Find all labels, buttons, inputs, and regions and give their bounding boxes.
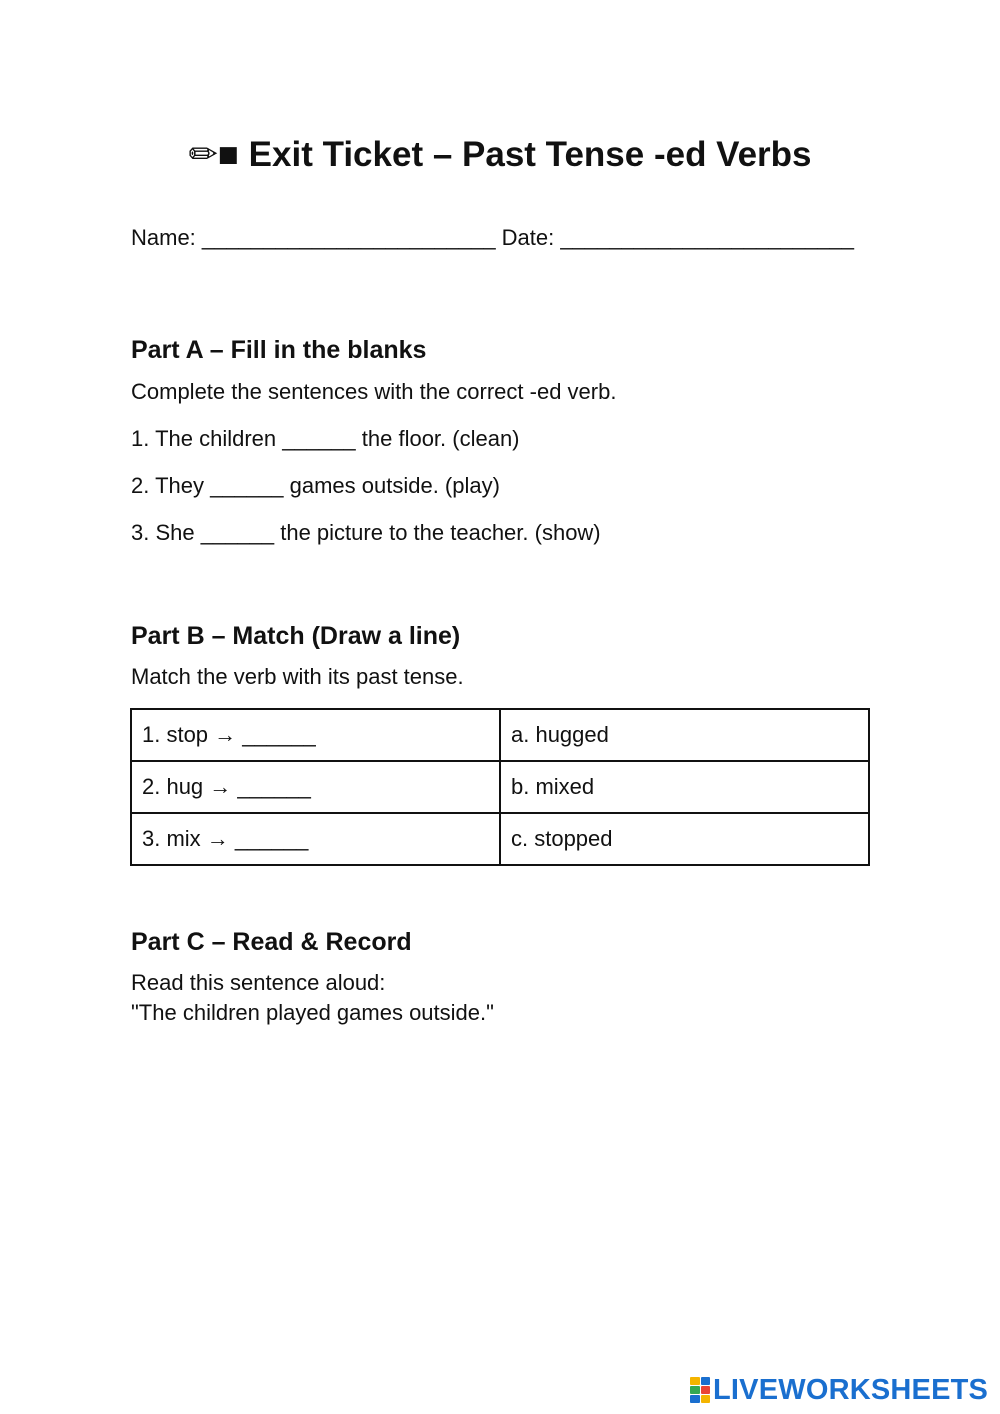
part-c-instruction: Read this sentence aloud: xyxy=(131,970,386,995)
logo-icon-block xyxy=(701,1386,711,1394)
logo-icon-block xyxy=(701,1395,711,1403)
liveworksheets-logo-text: LIVEWORKSHEETS xyxy=(713,1374,989,1406)
part-a-item-1: 1. The children ______ the floor. (clean) xyxy=(131,426,520,451)
table-row xyxy=(131,761,869,813)
logo-icon-block xyxy=(690,1395,700,1403)
page-title: ✏■ Exit Ticket – Past Tense -ed Verbs xyxy=(188,135,812,174)
logo-icon-block xyxy=(690,1377,700,1385)
part-a-instruction: Complete the sentences with the correct -ed verb. xyxy=(131,379,617,404)
table-row xyxy=(131,813,869,865)
table-row xyxy=(131,709,869,761)
logo-icon-block xyxy=(690,1386,700,1394)
part-c-sentence: "The children played games outside." xyxy=(131,1000,494,1025)
part-b-instruction: Match the verb with its past tense. xyxy=(131,664,464,689)
match-table xyxy=(130,708,870,866)
logo-icon-block xyxy=(701,1377,711,1385)
match-right-cell: b. mixed xyxy=(500,761,869,813)
liveworksheets-logo-icon xyxy=(690,1377,710,1403)
liveworksheets-logo[interactable] xyxy=(690,1374,988,1406)
match-right-cell: a. hugged xyxy=(500,709,869,761)
match-left-cell: 2. hug → ______ xyxy=(131,761,500,813)
part-a-title: Part A – Fill in the blanks xyxy=(131,336,427,364)
part-c-title: Part C – Read & Record xyxy=(131,928,412,956)
match-right-cell: c. stopped xyxy=(500,813,869,865)
name-date-line: Name: ________________________ Date: ________________________ xyxy=(131,225,855,250)
match-left-cell: 3. mix → ______ xyxy=(131,813,500,865)
part-b-title: Part B – Match (Draw a line) xyxy=(131,622,461,650)
match-left-cell: 1. stop → ______ xyxy=(131,709,500,761)
part-a-item-3: 3. She ______ the picture to the teacher. (show) xyxy=(131,520,601,545)
part-a-item-2: 2. They ______ games outside. (play) xyxy=(131,473,500,498)
